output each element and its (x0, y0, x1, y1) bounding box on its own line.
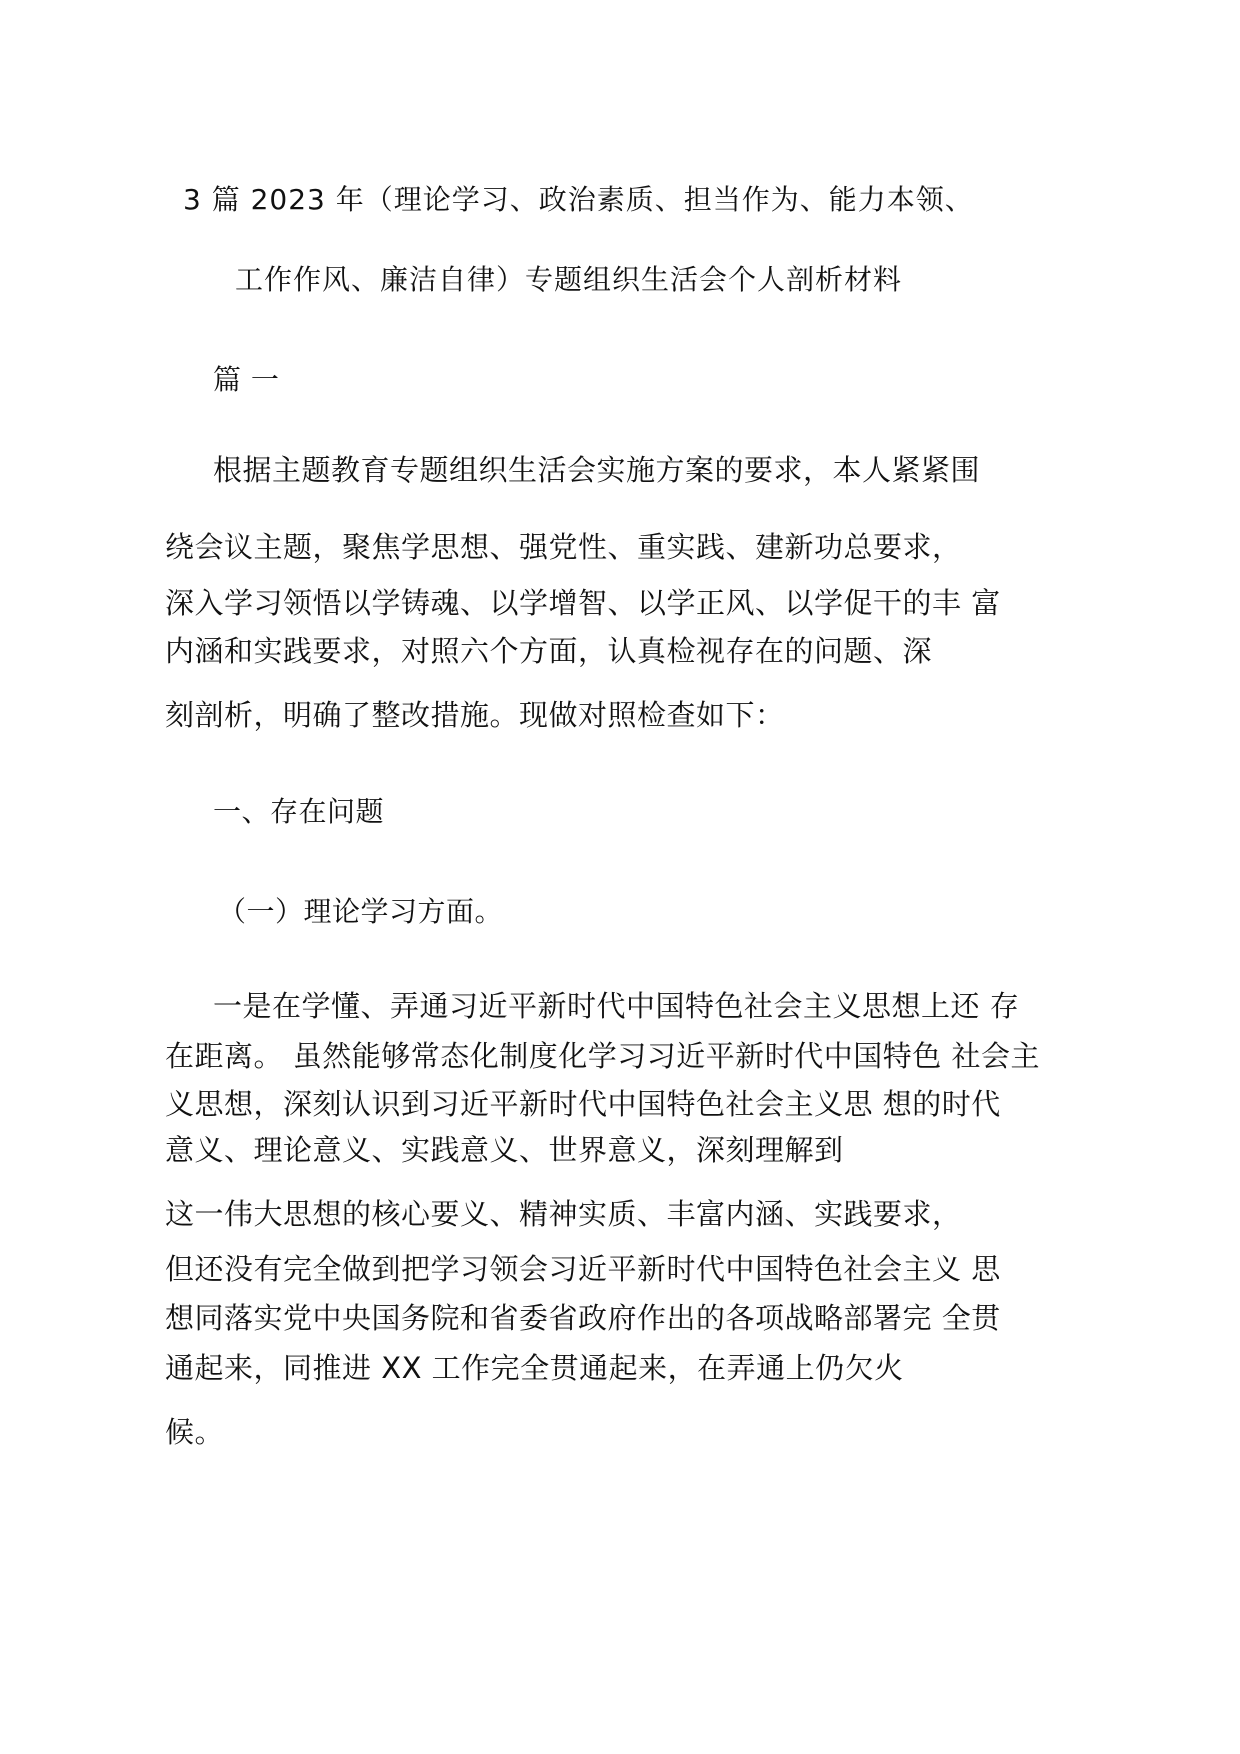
intro-line-3: 深入学习领悟以学铸魂、以学增智、以学正风、以学促干的丰 富 (165, 586, 1001, 620)
document-title-line-2: 工作作风、廉洁自律）专题组织生活会个人剖析材料 (235, 263, 903, 296)
document-title-line-1: 3 篇 2023 年（理论学习、政治素质、担当作为、能力本领、 (183, 183, 974, 216)
body-line-1: 一是在学懂、弄通习近平新时代中国特色社会主义思想上还 存 (213, 989, 1020, 1023)
intro-line-1: 根据主题教育专题组织生活会实施方案的要求，本人紧紧围 (213, 453, 981, 487)
intro-line-2: 绕会议主题，聚焦学思想、强党性、重实践、建新功总要求， (165, 530, 962, 564)
body-line-2: 在距离。 虽然能够常态化制度化学习习近平新时代中国特色 社会主 (165, 1039, 1040, 1073)
body-line-7: 想同落实党中央国务院和省委省政府作出的各项战略部署完 全贯 (165, 1301, 1001, 1335)
subsection-heading: （一）理论学习方面。 (218, 895, 504, 928)
body-line-9: 候。 (165, 1415, 225, 1449)
intro-line-5: 刻剖析，明确了整改措施。现做对照检查如下： (165, 698, 785, 732)
body-line-4: 意义、理论意义、实践意义、世界意义，深刻理解到 (165, 1133, 844, 1167)
body-line-8: 通起来，同推进 XX 工作完全贯通起来，在弄通上仍欠火 (165, 1351, 904, 1385)
section-heading: 一、存在问题 (213, 795, 385, 828)
body-line-5: 这一伟大思想的核心要义、精神实质、丰富内涵、实践要求， (165, 1197, 962, 1231)
body-line-6: 但还没有完全做到把学习领会习近平新时代中国特色社会主义 思 (165, 1252, 1001, 1286)
intro-line-4: 内涵和实践要求，对照六个方面，认真检视存在的问题、深 (165, 634, 933, 668)
part-label: 篇 一 (213, 363, 280, 396)
body-line-3: 义思想，深刻认识到习近平新时代中国特色社会主义思 想的时代 (165, 1087, 1001, 1121)
